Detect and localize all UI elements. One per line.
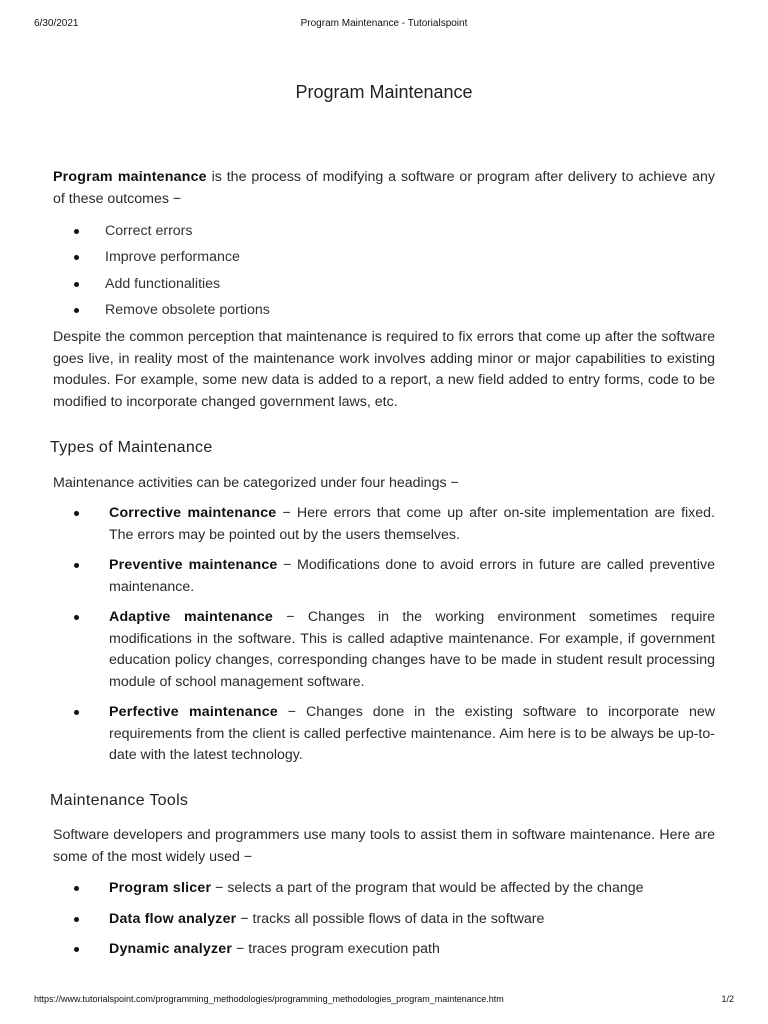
item-term: Dynamic analyzer bbox=[109, 941, 233, 957]
list-item bbox=[53, 939, 715, 961]
print-date: 6/30/2021 bbox=[34, 18, 79, 29]
print-page-number: 1/2 bbox=[721, 994, 734, 1004]
perception-section bbox=[53, 327, 715, 413]
tools-heading: Maintenance Tools bbox=[50, 792, 189, 809]
item-text: − Here errors that come up after on-site implementation are fixed. The errors may be pointed out by the users themselves. bbox=[109, 505, 715, 543]
item-text: − traces program execution path bbox=[232, 941, 440, 957]
print-url: https://www.tutorialspoint.com/programming_methodologies/programming_methodologies_program_maintenance.htm bbox=[34, 994, 504, 1004]
types-list bbox=[53, 503, 715, 767]
print-page-title: Program Maintenance - Tutorialspoint bbox=[300, 18, 468, 29]
outcomes-list-container bbox=[53, 221, 715, 326]
list-item: Improve performance bbox=[53, 247, 715, 273]
list-item bbox=[53, 702, 715, 767]
intro-text: is the process of modifying a software or program after delivery to achieve any of these outcomes − bbox=[53, 169, 715, 207]
tools-list-container bbox=[53, 878, 715, 961]
intro-term: Program maintenance bbox=[53, 169, 207, 185]
list-item bbox=[53, 909, 715, 931]
types-intro: Maintenance activities can be categorized under four headings − bbox=[53, 475, 459, 491]
tools-intro: Software developers and programmers use many tools to assist them in software maintenance. Here are some of the most widely used − bbox=[53, 827, 715, 865]
outcomes-list bbox=[53, 221, 715, 326]
item-term: Preventive maintenance bbox=[109, 557, 278, 573]
item-text: − selects a part of the program that would be affected by the change bbox=[211, 880, 644, 896]
list-item bbox=[53, 607, 715, 693]
item-term: Corrective maintenance bbox=[109, 505, 277, 521]
intro-section bbox=[53, 167, 715, 210]
item-term: Perfective maintenance bbox=[109, 704, 278, 720]
list-item: Add functionalities bbox=[53, 274, 715, 300]
item-term: Adaptive maintenance bbox=[109, 609, 273, 625]
page-title: Program Maintenance bbox=[295, 82, 473, 102]
tools-intro-container bbox=[53, 825, 715, 868]
list-item bbox=[53, 555, 715, 598]
types-list-container bbox=[53, 503, 715, 767]
item-term: Program slicer bbox=[109, 880, 212, 896]
item-text: − Modifications done to avoid errors in future are called preventive maintenance. bbox=[109, 557, 716, 595]
list-item bbox=[53, 503, 715, 546]
types-intro-container bbox=[53, 473, 715, 495]
tools-list bbox=[53, 878, 715, 961]
item-term: Data flow analyzer bbox=[109, 910, 237, 927]
list-item: Remove obsolete portions bbox=[53, 300, 715, 326]
list-item bbox=[53, 878, 715, 900]
item-text: − Changes in the working environment sometimes require modifications in the software. This is called adaptive maintenance. For example, if government education policy changes, corresponding changes have to be made in student result processing module of school management software. bbox=[109, 609, 716, 690]
item-text: − tracks all possible flows of data in the software bbox=[236, 910, 545, 927]
item-text: − Changes done in the existing software to incorporate new requirements from the client is called perfective maintenance. Aim here is to be always be up-to-date with the latest technology. bbox=[109, 704, 715, 763]
types-heading: Types of Maintenance bbox=[50, 439, 213, 456]
intro-paragraph bbox=[53, 167, 715, 210]
perception-paragraph: Despite the common perception that maintenance is required to fix errors that come up after the software goes live, in reality most of the maintenance work involves adding minor or major capabilities to existing modules. For example, some new data is added to a report, a new field added to entry forms, code to be modified to incorporate changed government laws, etc. bbox=[53, 329, 715, 410]
list-item: Correct errors bbox=[53, 221, 715, 247]
